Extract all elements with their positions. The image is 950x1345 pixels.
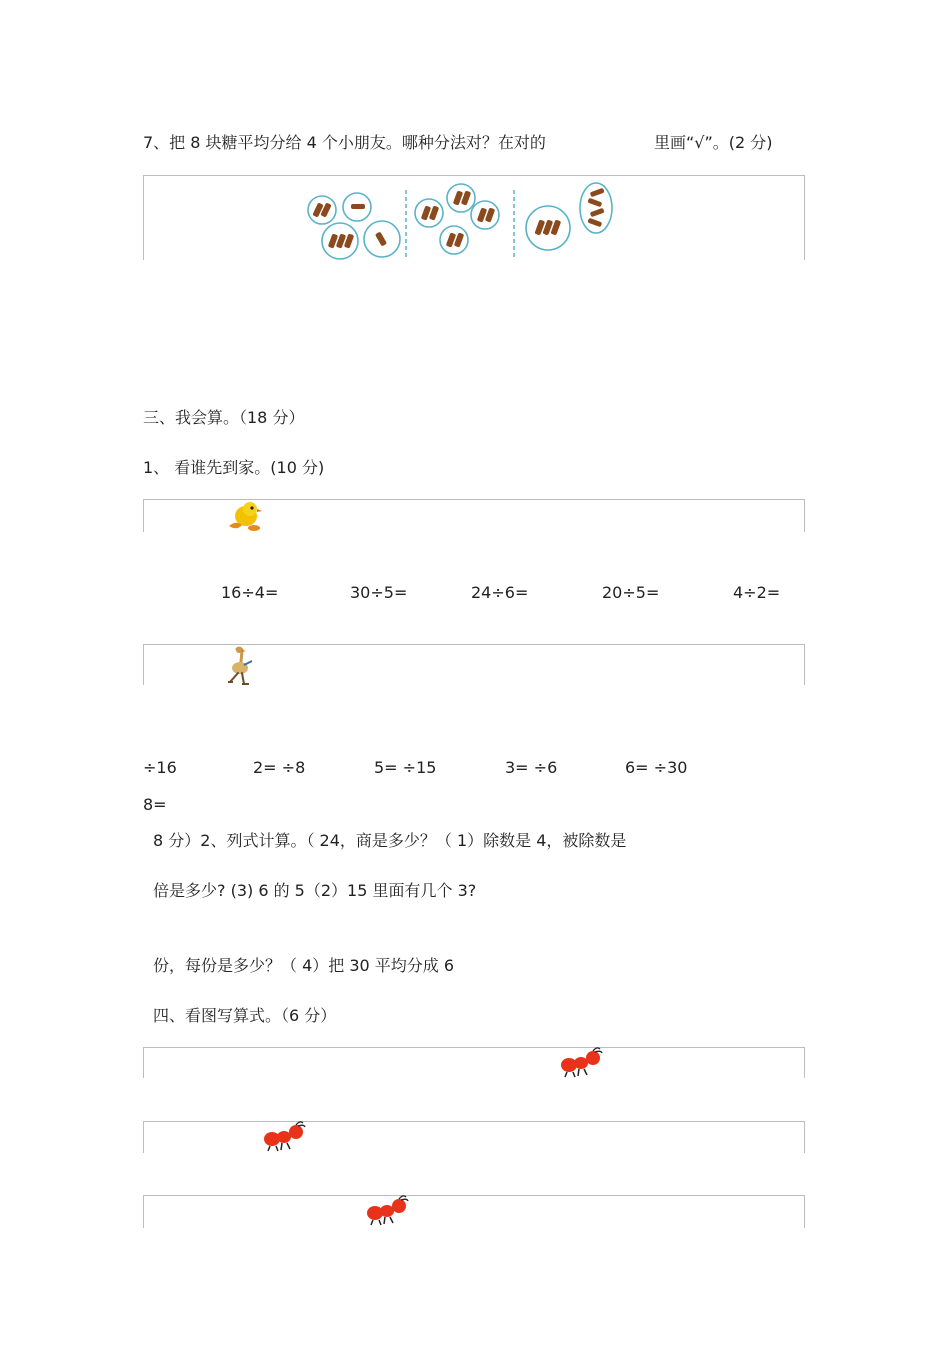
blank-2: 2= ÷8 xyxy=(253,758,306,777)
candy xyxy=(587,198,602,207)
division-2: 30÷5= xyxy=(350,583,408,602)
blank-1: ÷16 xyxy=(143,758,177,777)
ant-icon xyxy=(262,1121,306,1153)
candy xyxy=(590,188,605,197)
section3-q1: 1、 看谁先到家。(10 分) xyxy=(143,458,325,477)
candy-illustration xyxy=(144,176,804,260)
q7-text-b: 里画“√”。(2 分) xyxy=(654,133,773,152)
q2-line-c: 份，每份是多少？（ 4）把 30 平均分成 6 xyxy=(153,956,455,975)
blank-tail: 8= xyxy=(143,795,167,814)
blank-4: 3= ÷6 xyxy=(505,758,558,777)
ant-track-2 xyxy=(143,1121,805,1153)
candy xyxy=(375,231,387,246)
candy xyxy=(351,204,365,209)
q7-text-a: 7、把 8 块糖平均分给 4 个小朋友。哪种分法对？在对的 xyxy=(143,133,546,152)
blank-3: 5= ÷15 xyxy=(374,758,437,777)
ant-icon xyxy=(365,1195,409,1227)
ant-icon xyxy=(559,1047,603,1079)
candy-options-box xyxy=(143,175,805,260)
candy xyxy=(587,218,602,227)
division-3: 24÷6= xyxy=(471,583,529,602)
division-1: 16÷4= xyxy=(221,583,279,602)
candy-plate xyxy=(308,196,336,224)
q2-line-b: 倍是多少? (3) 6 的 5（2）15 里面有几个 3? xyxy=(153,881,477,900)
ostrich-icon xyxy=(224,646,258,686)
chick-icon xyxy=(224,500,264,534)
section3-title: 三、我会算。（18 分） xyxy=(143,408,305,427)
q2-line-a: 8 分）2、列式计算。（ 24，商是多少？（ 1）除数是 4，被除数是 xyxy=(153,831,627,850)
section4-title: 四、看图写算式。（6 分） xyxy=(153,1006,337,1025)
division-4: 20÷5= xyxy=(602,583,660,602)
ant-track-1 xyxy=(143,1047,805,1078)
ant-track-3 xyxy=(143,1195,805,1228)
candy xyxy=(590,208,605,217)
blank-5: 6= ÷30 xyxy=(625,758,688,777)
division-5: 4÷2= xyxy=(733,583,781,602)
